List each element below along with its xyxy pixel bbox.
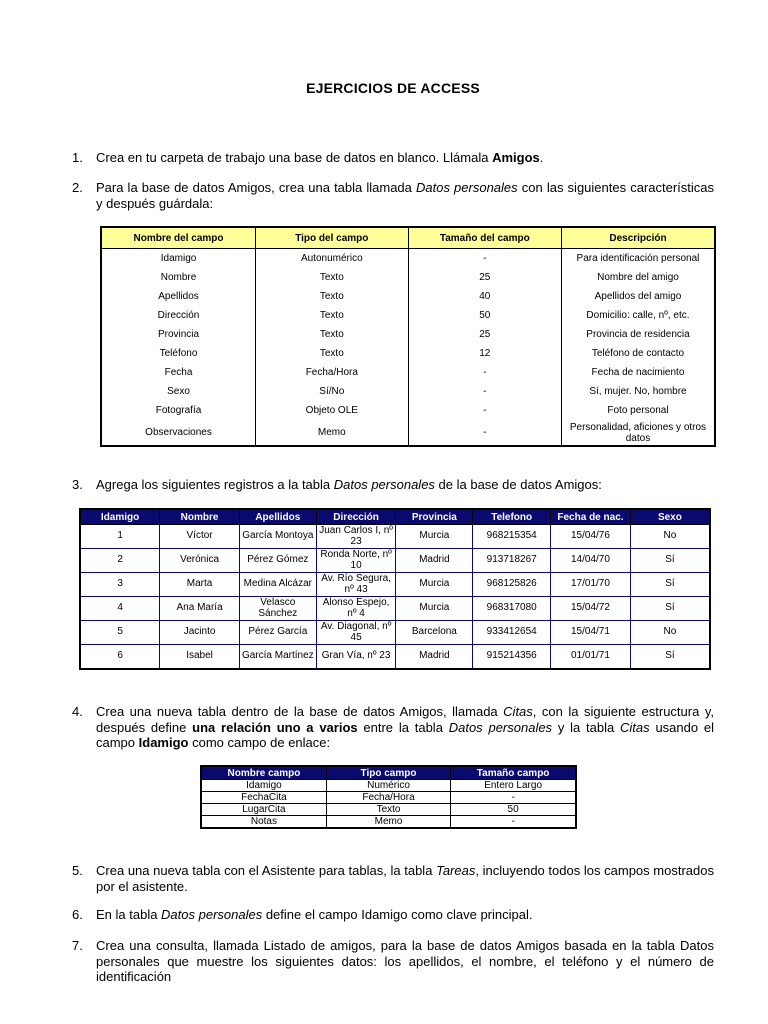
exercise-number: 5. [72, 863, 83, 878]
table-row [101, 344, 715, 363]
table-cell: García Montoya [239, 525, 316, 549]
table-row [80, 549, 710, 573]
table-row [101, 363, 715, 382]
table-cell: FechaCita [201, 792, 326, 804]
table-row [101, 420, 715, 446]
registros-table [79, 508, 711, 670]
table-cell: Marta [160, 573, 240, 597]
table-cell: Numérico [326, 780, 450, 792]
table-row [101, 325, 715, 344]
column-header: Sexo [630, 509, 710, 525]
column-header: Fecha de nac. [551, 509, 631, 525]
table-cell: 968125826 [473, 573, 551, 597]
table-cell: Murcia [396, 525, 473, 549]
table-row [201, 780, 576, 792]
table-cell: - [408, 420, 561, 446]
table-cell: Sí [630, 645, 710, 670]
table-cell: Teléfono de contacto [561, 344, 715, 363]
table-cell: 968215354 [473, 525, 551, 549]
table-cell: 4 [80, 597, 160, 621]
table-cell: Texto [256, 268, 409, 287]
exercise-text: Crea una nueva tabla dentro de la base de datos Amigos, llamada Citas, con la siguiente estructura y, después define una relación uno a varios entre la tabla Datos personales y la tabla Citas usando el campo Idamigo como campo de enlace: [96, 704, 714, 750]
table-cell: 5 [80, 621, 160, 645]
table-cell: 50 [408, 306, 561, 325]
exercise-text: En la tabla Datos personales define el campo Idamigo como clave principal. [96, 907, 533, 922]
exercise-text: Crea una consulta, llamada Listado de amigos, para la base de datos Amigos basada en la tabla Datos personales que muestre los siguientes datos: los apellidos, el nombre, el teléfono y el número de identificación [96, 938, 714, 984]
table-row [101, 268, 715, 287]
table-row [80, 573, 710, 597]
table-cell: Pérez García [239, 621, 316, 645]
table-cell: 01/01/71 [551, 645, 631, 670]
page-title: EJERCICIOS DE ACCESS [306, 80, 480, 96]
table-cell: 15/04/76 [551, 525, 631, 549]
table-row [101, 401, 715, 420]
table-cell: Barcelona [396, 621, 473, 645]
exercise-number: 7. [72, 938, 83, 953]
table-cell: Av. Río Segura, nº 43 [316, 573, 396, 597]
table-cell: Observaciones [101, 420, 256, 446]
column-header: Provincia [396, 509, 473, 525]
table-cell: Sí [630, 549, 710, 573]
table-cell: 12 [408, 344, 561, 363]
exercise-6 [72, 907, 714, 923]
table-cell: 40 [408, 287, 561, 306]
table-cell: - [408, 363, 561, 382]
column-header: Dirección [316, 509, 396, 525]
table-cell: Memo [326, 816, 450, 829]
table-cell: 1 [80, 525, 160, 549]
table-cell: 25 [408, 268, 561, 287]
table-row [201, 792, 576, 804]
table-cell: Provincia [101, 325, 256, 344]
table-cell: Sexo [101, 382, 256, 401]
table-cell: Autonumérico [256, 249, 409, 269]
table-row [80, 525, 710, 549]
table-cell: Texto [326, 804, 450, 816]
table-cell: Nombre [101, 268, 256, 287]
table-cell: Dirección [101, 306, 256, 325]
table-cell: Madrid [396, 645, 473, 670]
table-row [101, 287, 715, 306]
exercise-number: 1. [72, 150, 83, 165]
exercise-2 [72, 180, 714, 211]
exercise-text: Para la base de datos Amigos, crea una tabla llamada Datos personales con las siguientes características y después guárdala: [96, 180, 714, 211]
table-cell: 933412654 [473, 621, 551, 645]
table-cell: Texto [256, 325, 409, 344]
table-cell: 968317080 [473, 597, 551, 621]
table-cell: Fotografía [101, 401, 256, 420]
table-cell: Objeto OLE [256, 401, 409, 420]
table-cell: Notas [201, 816, 326, 829]
table-cell: Para identificación personal [561, 249, 715, 269]
table-row [201, 804, 576, 816]
table-cell: Av. Diagonal, nº 45 [316, 621, 396, 645]
table-cell: Apellidos del amigo [561, 287, 715, 306]
table-cell: Gran Vía, nº 23 [316, 645, 396, 670]
table-cell: No [630, 525, 710, 549]
citas-structure-table [200, 765, 577, 829]
table-cell: Fecha/Hora [326, 792, 450, 804]
table-cell: - [451, 816, 576, 829]
table-row [101, 249, 715, 269]
table-cell: Nombre del amigo [561, 268, 715, 287]
table-cell: 25 [408, 325, 561, 344]
table-cell: Jacinto [160, 621, 240, 645]
column-header: Descripción [561, 227, 715, 249]
table-cell: Texto [256, 306, 409, 325]
table-cell: 913718267 [473, 549, 551, 573]
table-row [80, 597, 710, 621]
exercise-1 [72, 150, 714, 166]
table-cell: Memo [256, 420, 409, 446]
table-cell: Víctor [160, 525, 240, 549]
table-row [101, 382, 715, 401]
exercise-5 [72, 863, 714, 894]
table-cell: 15/04/72 [551, 597, 631, 621]
table-cell: Texto [256, 344, 409, 363]
table-header-row [101, 227, 715, 249]
column-header: Apellidos [239, 509, 316, 525]
table-cell: Murcia [396, 573, 473, 597]
exercise-number: 2. [72, 180, 83, 195]
column-header: Tamaño campo [451, 766, 576, 780]
table-cell: García Martínez [239, 645, 316, 670]
table-cell: Idamigo [101, 249, 256, 269]
column-header: Idamigo [80, 509, 160, 525]
table-cell: Sí [630, 597, 710, 621]
table-cell: LugarCita [201, 804, 326, 816]
table-cell: Idamigo [201, 780, 326, 792]
table-cell: - [408, 249, 561, 269]
table-cell: No [630, 621, 710, 645]
table-cell: Apellidos [101, 287, 256, 306]
table-cell: Domicilio: calle, nº, etc. [561, 306, 715, 325]
table-cell: Alonso Espejo, nº 4 [316, 597, 396, 621]
exercise-number: 3. [72, 477, 83, 492]
datos-personales-structure-table [100, 226, 716, 447]
table-row [201, 816, 576, 829]
table-cell: - [408, 401, 561, 420]
exercise-7 [72, 938, 714, 985]
table-cell: Personalidad, aficiones y otros datos [561, 420, 715, 446]
column-header: Telefono [473, 509, 551, 525]
table-cell: Sí [630, 573, 710, 597]
column-header: Tipo del campo [256, 227, 409, 249]
table-cell: Madrid [396, 549, 473, 573]
table-cell: Provincia de residencia [561, 325, 715, 344]
table-cell: Teléfono [101, 344, 256, 363]
exercise-number: 6. [72, 907, 83, 922]
table-cell: Velasco Sánchez [239, 597, 316, 621]
column-header: Nombre del campo [101, 227, 256, 249]
column-header: Nombre campo [201, 766, 326, 780]
table-header-row [201, 766, 576, 780]
table-cell: - [451, 792, 576, 804]
table-cell: Fecha [101, 363, 256, 382]
exercise-text: Agrega los siguientes registros a la tabla Datos personales de la base de datos Amigos: [96, 477, 602, 492]
table-cell: 6 [80, 645, 160, 670]
table-cell: Murcia [396, 597, 473, 621]
column-header: Tipo campo [326, 766, 450, 780]
table-cell: 3 [80, 573, 160, 597]
exercise-3 [72, 477, 714, 493]
exercise-number: 4. [72, 704, 83, 719]
table-cell: Entero Largo [451, 780, 576, 792]
table-cell: Isabel [160, 645, 240, 670]
table-cell: Sí, mujer. No, hombre [561, 382, 715, 401]
table-cell: 50 [451, 804, 576, 816]
table-cell: Pérez Gómez [239, 549, 316, 573]
table-row [80, 645, 710, 670]
table-cell: Sí/No [256, 382, 409, 401]
table-row [101, 306, 715, 325]
table-cell: Fecha de nacimiento [561, 363, 715, 382]
table-cell: 915214356 [473, 645, 551, 670]
table-cell: Ana María [160, 597, 240, 621]
table-cell: 15/04/71 [551, 621, 631, 645]
table-cell: Juan Carlos I, nº 23 [316, 525, 396, 549]
table-cell: Ronda Norte, nº 10 [316, 549, 396, 573]
table-cell: - [408, 382, 561, 401]
exercise-text: Crea en tu carpeta de trabajo una base de datos en blanco. Llámala Amigos. [96, 150, 544, 165]
table-cell: 17/01/70 [551, 573, 631, 597]
table-cell: Foto personal [561, 401, 715, 420]
table-cell: Fecha/Hora [256, 363, 409, 382]
table-row [80, 621, 710, 645]
table-cell: 14/04/70 [551, 549, 631, 573]
table-header-row [80, 509, 710, 525]
table-cell: Verónica [160, 549, 240, 573]
column-header: Tamaño del campo [408, 227, 561, 249]
table-cell: Texto [256, 287, 409, 306]
exercise-4 [72, 704, 714, 751]
table-cell: 2 [80, 549, 160, 573]
exercise-text: Crea una nueva tabla con el Asistente para tablas, la tabla Tareas, incluyendo todos los campos mostrados por el asistente. [96, 863, 714, 894]
column-header: Nombre [160, 509, 240, 525]
table-cell: Medina Alcázar [239, 573, 316, 597]
